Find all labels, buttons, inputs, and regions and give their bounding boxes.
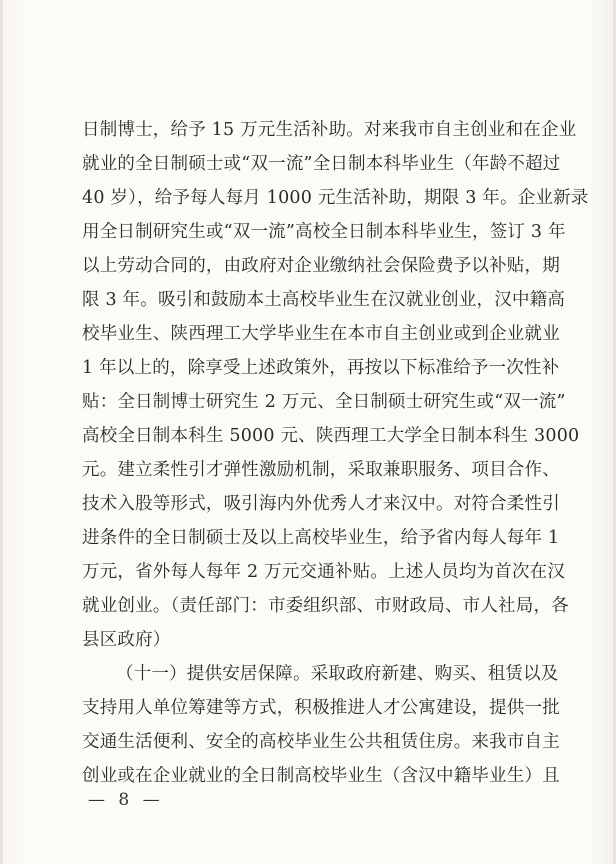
- section-heading-line: （十一）提供安居保障。采取政府新建、购买、租赁以及: [116, 664, 559, 684]
- body-text-line: 以上劳动合同的，由政府对企业缴纳社会保险费予以补贴，期: [82, 256, 560, 276]
- body-text-line: 元。建立柔性引才弹性激励机制，采取兼职服务、项目合作、: [82, 460, 560, 480]
- page-left-edge: [0, 0, 3, 864]
- body-text-line: 校毕业生、陕西理工大学毕业生在本市自主创业或到企业就业: [82, 324, 560, 344]
- body-text-line: 交通生活便利、安全的高校毕业生公共租赁住房。来我市自主: [82, 732, 560, 752]
- body-text-line: 就业创业。（责任部门：市委组织部、市财政局、市人社局，各: [82, 596, 569, 616]
- body-text-line: 高校全日制本科生 5000 元、陕西理工大学全日制本科生 3000: [82, 426, 580, 446]
- body-text-line: 贴：全日制博士研究生 2 万元、全日制硕士研究生或“双一流”: [82, 392, 566, 412]
- body-text-line: 就业的全日制硕士或“双一流”全日制本科毕业生（年龄不超过: [82, 154, 561, 174]
- body-text-line: 日制博士，给予 15 万元生活补助。对来我市自主创业和在企业: [82, 120, 577, 140]
- body-text-line: 40 岁），给予每人每月 1000 元生活补助，期限 3 年。企业新录: [82, 188, 589, 208]
- body-text-line: 用全日制研究生或“双一流”高校全日制本科毕业生，签订 3 年: [82, 222, 566, 242]
- body-text-line: 1 年以上的，除享受上述政策外，再按以下标准给予一次性补: [82, 358, 560, 378]
- body-text-line: 县区政府）: [82, 630, 171, 650]
- body-text-line: 进条件的全日制硕士及以上高校毕业生，给予省内每人每年 1: [82, 528, 560, 548]
- body-text-line: 创业或在企业就业的全日制高校毕业生（含汉中籍毕业生）且: [82, 766, 560, 786]
- body-text-line: 万元，省外每人每年 2 万元交通补贴。上述人员均为首次在汉: [82, 562, 566, 582]
- body-text-line: 支持用人单位筹建等方式，积极推进人才公寓建设，提供一批: [82, 698, 560, 718]
- body-text-line: 技术入股等形式，吸引海内外优秀人才来汉中。对符合柔性引: [82, 494, 560, 514]
- page-number: — 8 —: [88, 790, 164, 810]
- body-text-line: 限 3 年。吸引和鼓励本土高校毕业生在汉就业创业，汉中籍高: [82, 290, 566, 310]
